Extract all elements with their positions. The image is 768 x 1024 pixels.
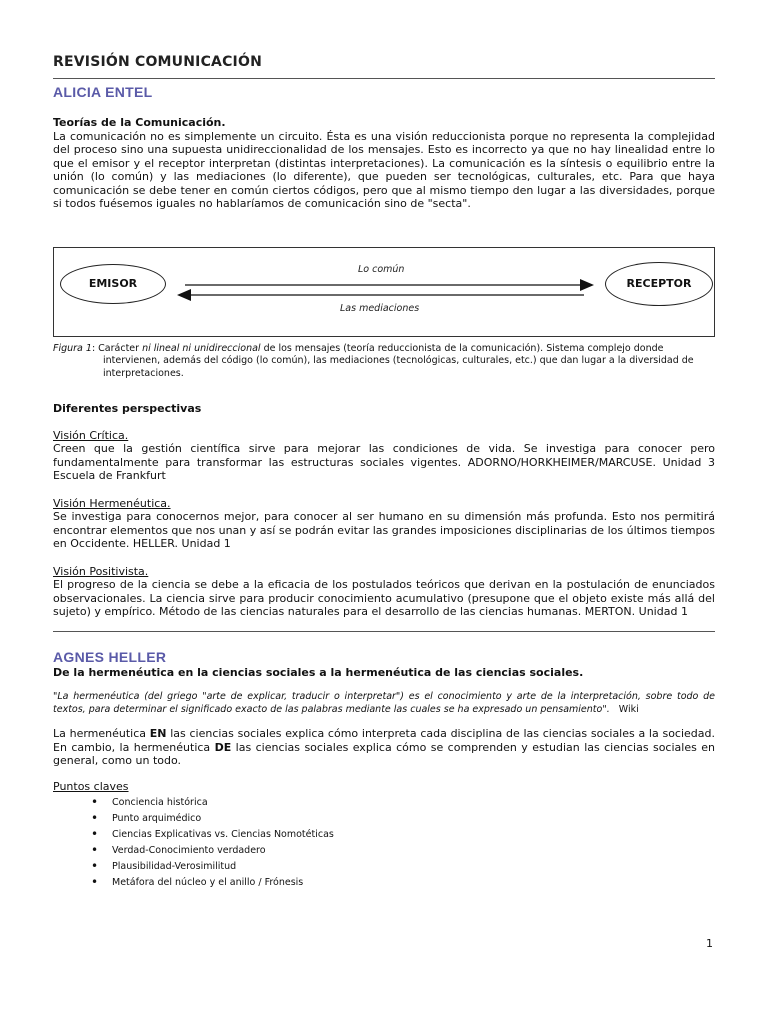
section-heller: [53, 648, 715, 892]
section-perspectives: [53, 402, 715, 619]
key-points-title: Puntos claves: [53, 779, 129, 793]
section-rule: [53, 631, 715, 632]
perspective-text: Se investiga para conocernos mejor, para conocer al ser humano en su dimensión más profunda. Esto nos permitirá encontrar elementos que nos unan y así se podrán evitar las grandes imposiciones disciplinarias de los últimos tiempos en Occidente. HELLER. Unidad 1: [53, 510, 715, 550]
document-page: [53, 52, 715, 891]
perspective-hermeneutica: [53, 497, 715, 551]
figure-emphasis: ni lineal ni unidireccional: [142, 342, 261, 354]
perspective-positivista: [53, 565, 715, 619]
list-item: • Metáfora del núcleo y el anillo / Frónesis: [112, 875, 715, 891]
hermeneutics-paragraph: [53, 727, 715, 768]
perspective-title: Visión Hermenéutica.: [53, 496, 171, 510]
perspective-critica: [53, 429, 715, 483]
para-bold-en: EN: [149, 727, 167, 740]
list-item: • Plausibilidad-Verosimilitud: [112, 859, 715, 875]
key-points-list: [53, 795, 715, 891]
list-item: • Ciencias Explicativas vs. Ciencias Nomotéticas: [112, 827, 715, 843]
figure-caption: [53, 343, 715, 381]
common-label: Lo común: [358, 263, 405, 275]
para-bold-de: DE: [214, 740, 232, 754]
receptor-label: RECEPTOR: [626, 277, 692, 290]
section-paragraph: La comunicación no es simplemente un circuito. Ésta es una visión reduccionista porque no representa la complejidad del proceso sino una supuesta unidireccionalidad de los mensajes. Esto es incorrecto ya que no hay linealidad entre lo que el emisor y el receptor interpretan (distintas interpretaciones). La comunicación es la síntesis o equilibrio entre la unión (lo común) y las mediaciones (lo diferente), que pueden ser tecnológicas, culturales, etc. Para que haya comunicación se debe tener en común ciertos códigos, pero que al mismo tiempo den lugar a las diversidades, porque si todos fuésemos iguales no hablaríamos de comunicación sino de "secta".: [53, 129, 715, 210]
left-arrow-head: [177, 289, 191, 301]
hermeneutics-quote: [53, 691, 715, 716]
document-title: REVISIÓN COMUNICACIÓN: [53, 54, 262, 70]
page-number: 1: [706, 937, 713, 950]
perspective-title: Visión Crítica.: [53, 428, 129, 442]
perspectives-heading: Diferentes perspectivas: [53, 402, 202, 415]
perspective-text: El progreso de la ciencia se debe a la eficacia de los postulados teóricos que derivan en la postulación de enunciados observacionales. La ciencia sirve para producir conocimiento acumulativo (presupone que el objeto existe más allá del sujeto) y empírico. Método de las ciencias naturales para el desarrollo de las ciencias humanas. MERTON. Unidad 1: [53, 578, 715, 618]
figure-text-before: : Carácter: [91, 342, 143, 354]
communication-diagram: [53, 247, 715, 337]
mediations-label: Las mediaciones: [340, 302, 420, 314]
figure-text-after: de los mensajes (teoría reduccionista de la comunicación). Sistema complejo donde intervienen, además del código (lo común), las mediaciones (tecnológicas, culturales, etc.) que dan lugar a la diversidad de interpretaciones.: [103, 342, 694, 379]
figure-label: Figura 1: [53, 342, 92, 354]
author-heading-heller: AGNES HELLER: [53, 648, 167, 665]
list-item: • Conciencia histórica: [112, 795, 715, 811]
arrows-graphic: [54, 248, 716, 338]
para-text-3: las ciencias sociales explica cómo se comprenden y estudian las ciencias sociales en general, como un todo.: [53, 740, 715, 767]
para-text-2: las ciencias sociales explica cómo interpreta cada disciplina de las ciencias sociales a la sociedad. En cambio, la hermenéutica: [53, 727, 715, 754]
para-text-1: La hermenéutica: [53, 727, 150, 740]
list-item: • Punto arquimédico: [112, 811, 715, 827]
quote-text: "La hermenéutica (del griego "arte de explicar, traducir o interpretar") es el conocimiento y arte de la interpretación, sobre todo de textos, para determinar el significado exacto de las palabras mediante las cuales se ha expresado un pensamiento".: [53, 691, 715, 715]
perspective-title: Visión Positivista.: [53, 564, 149, 578]
heller-heading: De la hermenéutica en la ciencias sociales a la hermenéutica de las ciencias sociales.: [53, 665, 584, 679]
right-arrow-head: [580, 279, 594, 291]
perspective-text: Creen que la gestión científica sirve para mejorar las condiciones de vida. Se investiga para conocer pero fundamentalmente para transformar las estructuras sociales vigentes. ADORNO/HORKHEIMER/MARCUSE. Unidad 3 Escuela de Frankfurt: [53, 442, 715, 482]
section-heading: Teorías de la Comunicación.: [53, 116, 226, 129]
quote-source: Wiki: [618, 703, 639, 715]
emisor-label: EMISOR: [88, 277, 138, 290]
list-item: • Verdad-Conocimiento verdadero: [112, 843, 715, 859]
author-heading-entel: ALICIA ENTEL: [53, 84, 153, 100]
header-rule: [53, 78, 715, 79]
section-teorias: [53, 116, 715, 211]
